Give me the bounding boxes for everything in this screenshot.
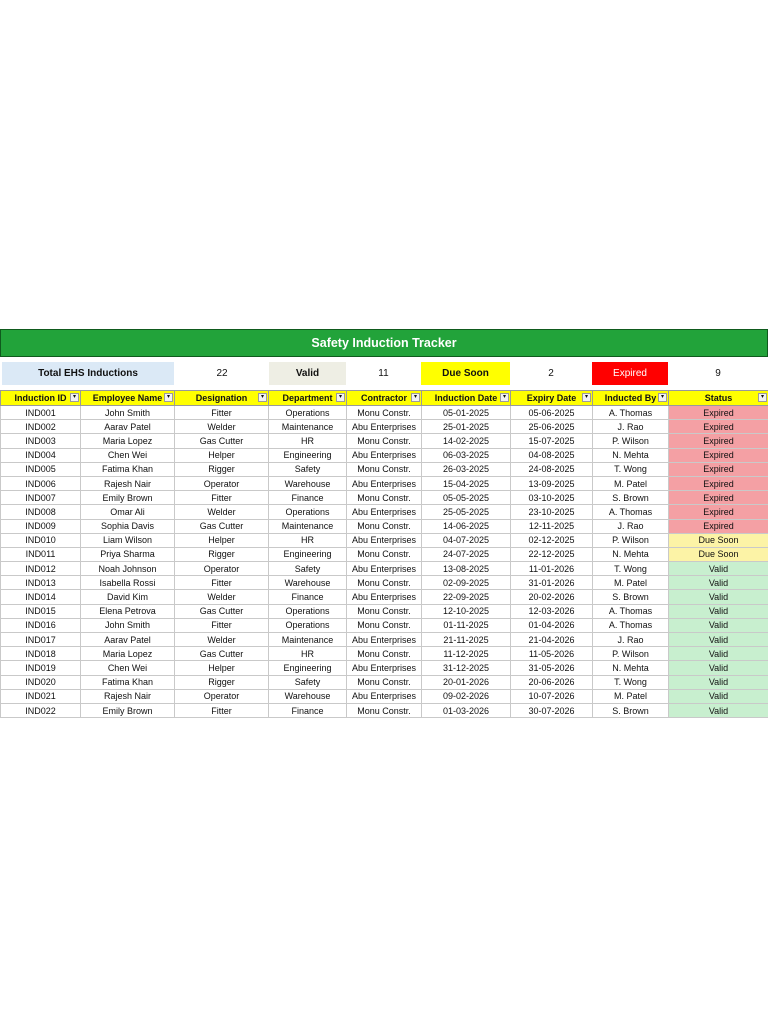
table-cell[interactable]: Monu Constr. [347,647,422,661]
table-cell[interactable]: P. Wilson [593,647,669,661]
table-cell[interactable]: Monu Constr. [347,491,422,505]
table-cell[interactable]: 03-10-2025 [511,491,593,505]
table-cell[interactable]: S. Brown [593,703,669,717]
table-cell[interactable]: 31-01-2026 [511,576,593,590]
table-cell[interactable]: M. Patel [593,576,669,590]
table-cell[interactable]: Abu Enterprises [347,505,422,519]
table-cell[interactable]: 05-06-2025 [511,406,593,420]
table-cell[interactable]: Fitter [175,406,269,420]
table-cell[interactable]: Emily Brown [81,491,175,505]
table-cell[interactable]: 21-11-2025 [422,633,511,647]
status-cell[interactable]: Valid [669,647,768,661]
table-cell[interactable]: IND012 [1,562,81,576]
table-cell[interactable]: Welder [175,420,269,434]
table-cell[interactable]: Operator [175,476,269,490]
table-cell[interactable]: IND004 [1,448,81,462]
table-cell[interactable]: 05-01-2025 [422,406,511,420]
table-cell[interactable]: 31-12-2025 [422,661,511,675]
filter-dropdown-icon[interactable]: ▾ [582,393,591,402]
table-cell[interactable]: Operations [269,406,347,420]
table-cell[interactable]: Maintenance [269,519,347,533]
table-cell[interactable]: 25-06-2025 [511,420,593,434]
table-cell[interactable]: Rigger [175,547,269,561]
column-header-label: Inducted By [604,393,657,403]
table-cell[interactable]: IND018 [1,647,81,661]
table-row [1,618,768,632]
table-cell[interactable]: Warehouse [269,689,347,703]
table-cell[interactable]: A. Thomas [593,618,669,632]
valid-value: 11 [378,368,389,379]
status-cell[interactable]: Expired [669,491,768,505]
table-cell[interactable]: Helper [175,448,269,462]
table-cell[interactable]: N. Mehta [593,448,669,462]
status-cell[interactable]: Valid [669,633,768,647]
filter-dropdown-icon[interactable]: ▾ [164,393,173,402]
column-header [593,391,669,406]
column-header-label: Status [704,393,733,403]
table-cell[interactable]: 22-09-2025 [422,590,511,604]
status-cell[interactable]: Valid [669,618,768,632]
table-cell[interactable]: Rajesh Nair [81,476,175,490]
table-cell[interactable]: IND002 [1,420,81,434]
table-cell[interactable]: IND005 [1,462,81,476]
table-cell[interactable]: IND007 [1,491,81,505]
table-cell[interactable]: Warehouse [269,576,347,590]
table-cell[interactable]: IND015 [1,604,81,618]
table-cell[interactable]: IND017 [1,633,81,647]
table-cell[interactable]: J. Rao [593,633,669,647]
column-header [347,391,422,406]
filter-dropdown-icon[interactable]: ▾ [336,393,345,402]
table-cell[interactable]: J. Rao [593,519,669,533]
table-cell[interactable]: IND021 [1,689,81,703]
table-cell[interactable]: 11-01-2026 [511,562,593,576]
table-cell[interactable]: Aarav Patel [81,420,175,434]
table-cell[interactable]: HR [269,533,347,547]
table-cell[interactable]: 12-11-2025 [511,519,593,533]
header-row [1,391,768,406]
table-cell[interactable]: P. Wilson [593,533,669,547]
table-cell[interactable]: Omar Ali [81,505,175,519]
table-row [1,576,768,590]
status-cell[interactable]: Valid [669,661,768,675]
table-cell[interactable]: HR [269,647,347,661]
table-row [1,434,768,448]
table-cell[interactable]: Finance [269,590,347,604]
table-row [1,491,768,505]
table-cell[interactable]: Abu Enterprises [347,562,422,576]
valid-label: Valid [269,362,346,385]
table-cell[interactable]: Abu Enterprises [347,590,422,604]
expired-label: Expired [592,362,668,385]
table-cell[interactable]: Gas Cutter [175,434,269,448]
status-cell[interactable]: Valid [669,675,768,689]
table-cell[interactable]: Finance [269,703,347,717]
status-cell[interactable]: Expired [669,462,768,476]
table-row [1,604,768,618]
table-cell[interactable]: 20-06-2026 [511,675,593,689]
table-row [1,590,768,604]
table-cell[interactable]: IND008 [1,505,81,519]
table-cell[interactable]: IND003 [1,434,81,448]
table-cell[interactable]: 14-06-2025 [422,519,511,533]
table-cell[interactable]: Rigger [175,462,269,476]
table-cell[interactable]: IND001 [1,406,81,420]
table-row [1,703,768,717]
column-header-label: Designation [195,393,248,403]
table-cell[interactable]: 21-04-2026 [511,633,593,647]
table-row [1,689,768,703]
filter-dropdown-icon[interactable]: ▾ [70,393,79,402]
table-cell[interactable]: T. Wong [593,562,669,576]
table-cell[interactable]: S. Brown [593,491,669,505]
table-cell[interactable]: 11-12-2025 [422,647,511,661]
table-cell[interactable]: Operations [269,505,347,519]
table-cell[interactable]: Fitter [175,491,269,505]
status-cell[interactable]: Valid [669,689,768,703]
table-cell[interactable]: Noah Johnson [81,562,175,576]
table-cell[interactable]: Priya Sharma [81,547,175,561]
column-header [175,391,269,406]
column-header-label: Employee Name [92,393,163,403]
status-cell[interactable]: Valid [669,703,768,717]
table-cell[interactable]: Operations [269,618,347,632]
total-inductions-value: 22 [216,368,228,379]
table-cell[interactable]: 11-05-2026 [511,647,593,661]
table-cell[interactable]: Operator [175,562,269,576]
column-header [422,391,511,406]
table-cell[interactable]: Maria Lopez [81,434,175,448]
table-cell[interactable]: 13-09-2025 [511,476,593,490]
table-cell[interactable]: Chen Wei [81,661,175,675]
table-cell[interactable]: Abu Enterprises [347,448,422,462]
table-row [1,675,768,689]
table-cell[interactable]: J. Rao [593,420,669,434]
status-cell[interactable]: Due Soon [669,533,768,547]
table-cell[interactable]: Abu Enterprises [347,689,422,703]
table-cell[interactable]: Abu Enterprises [347,533,422,547]
table-cell[interactable]: Isabella Rossi [81,576,175,590]
table-cell[interactable]: Abu Enterprises [347,633,422,647]
column-header [269,391,347,406]
table-cell[interactable]: Gas Cutter [175,604,269,618]
table-cell[interactable]: Monu Constr. [347,576,422,590]
table-row [1,406,768,420]
table-cell[interactable]: A. Thomas [593,505,669,519]
table-cell[interactable]: Safety [269,675,347,689]
table-cell[interactable]: 15-04-2025 [422,476,511,490]
table-row [1,547,768,561]
table-cell[interactable]: IND022 [1,703,81,717]
table-cell[interactable]: Warehouse [269,476,347,490]
status-cell[interactable]: Valid [669,590,768,604]
tracker-title: Safety Induction Tracker [0,329,768,357]
total-inductions-label: Total EHS Inductions [2,362,174,385]
table-cell[interactable]: Elena Petrova [81,604,175,618]
table-row [1,562,768,576]
table-row [1,462,768,476]
status-cell[interactable]: Valid [669,604,768,618]
table-cell[interactable]: Monu Constr. [347,675,422,689]
table-cell[interactable]: Abu Enterprises [347,420,422,434]
table-cell[interactable]: HR [269,434,347,448]
table-cell[interactable]: Fitter [175,576,269,590]
table-cell[interactable]: 20-02-2026 [511,590,593,604]
table-row [1,505,768,519]
column-header-label: Department [282,393,333,403]
table-cell[interactable]: 25-01-2025 [422,420,511,434]
status-cell[interactable]: Expired [669,448,768,462]
table-cell[interactable]: Gas Cutter [175,519,269,533]
table-cell[interactable]: Helper [175,661,269,675]
table-cell[interactable]: 06-03-2025 [422,448,511,462]
table-cell[interactable]: Welder [175,590,269,604]
table-row [1,661,768,675]
table-cell[interactable]: IND014 [1,590,81,604]
table-cell[interactable]: IND019 [1,661,81,675]
table-cell[interactable]: Monu Constr. [347,547,422,561]
table-cell[interactable]: M. Patel [593,689,669,703]
table-cell[interactable]: Maintenance [269,420,347,434]
table-cell[interactable]: 14-02-2025 [422,434,511,448]
table-cell[interactable]: Safety [269,462,347,476]
column-header-label: Induction ID [14,393,67,403]
table-cell[interactable]: Engineering [269,661,347,675]
table-cell[interactable]: 02-12-2025 [511,533,593,547]
table-cell[interactable]: IND009 [1,519,81,533]
column-header [1,391,81,406]
table-cell[interactable]: 10-07-2026 [511,689,593,703]
table-cell[interactable]: 24-07-2025 [422,547,511,561]
column-header-label: Expiry Date [526,393,577,403]
filter-dropdown-icon[interactable]: ▾ [258,393,267,402]
table-cell[interactable]: 02-09-2025 [422,576,511,590]
filter-dropdown-icon[interactable]: ▾ [500,393,509,402]
table-cell[interactable]: Rajesh Nair [81,689,175,703]
table-cell[interactable]: 31-05-2026 [511,661,593,675]
table-cell[interactable]: Monu Constr. [347,519,422,533]
due-soon-label: Due Soon [421,362,510,385]
table-cell[interactable]: Welder [175,633,269,647]
table-cell[interactable]: Fatima Khan [81,462,175,476]
status-cell[interactable]: Expired [669,519,768,533]
table-cell[interactable]: Aarav Patel [81,633,175,647]
table-cell[interactable]: 01-11-2025 [422,618,511,632]
column-header [511,391,593,406]
table-cell[interactable]: S. Brown [593,590,669,604]
filter-dropdown-icon[interactable]: ▾ [658,393,667,402]
due-soon-value: 2 [548,368,554,379]
table-row [1,633,768,647]
table-cell[interactable]: 04-07-2025 [422,533,511,547]
table-cell[interactable]: 12-10-2025 [422,604,511,618]
table-cell[interactable]: 09-02-2026 [422,689,511,703]
status-cell[interactable]: Valid [669,562,768,576]
table-cell[interactable]: Chen Wei [81,448,175,462]
table-cell[interactable]: Gas Cutter [175,647,269,661]
table-cell[interactable]: 22-12-2025 [511,547,593,561]
table-cell[interactable]: Emily Brown [81,703,175,717]
table-cell[interactable]: 01-03-2026 [422,703,511,717]
table-cell[interactable]: IND006 [1,476,81,490]
status-cell[interactable]: Expired [669,420,768,434]
status-cell[interactable]: Due Soon [669,547,768,561]
table-row [1,533,768,547]
filter-dropdown-icon[interactable]: ▾ [411,393,420,402]
table-cell[interactable]: M. Patel [593,476,669,490]
table-row [1,448,768,462]
table-cell[interactable]: Fitter [175,618,269,632]
status-cell[interactable]: Valid [669,576,768,590]
table-cell[interactable]: Monu Constr. [347,604,422,618]
table-row [1,476,768,490]
table-row [1,519,768,533]
status-cell[interactable]: Expired [669,476,768,490]
table-cell[interactable]: Monu Constr. [347,406,422,420]
table-cell[interactable]: A. Thomas [593,604,669,618]
table-cell[interactable]: 12-03-2026 [511,604,593,618]
table-cell[interactable]: Maria Lopez [81,647,175,661]
table-cell[interactable]: Monu Constr. [347,618,422,632]
table-cell[interactable]: Engineering [269,547,347,561]
table-cell[interactable]: Maintenance [269,633,347,647]
column-header-label: Contractor [360,393,407,403]
table-cell[interactable]: Finance [269,491,347,505]
table-cell[interactable]: John Smith [81,618,175,632]
table-cell[interactable]: 20-01-2026 [422,675,511,689]
table-cell[interactable]: T. Wong [593,462,669,476]
expired-value: 9 [715,368,721,379]
table-cell[interactable]: IND020 [1,675,81,689]
table-cell[interactable]: IND016 [1,618,81,632]
table-cell[interactable]: Operations [269,604,347,618]
table-cell[interactable]: Abu Enterprises [347,661,422,675]
table-cell[interactable]: Abu Enterprises [347,476,422,490]
status-cell[interactable]: Expired [669,406,768,420]
table-cell[interactable]: 15-07-2025 [511,434,593,448]
table-cell[interactable]: 13-08-2025 [422,562,511,576]
table-cell[interactable]: Fatima Khan [81,675,175,689]
table-cell[interactable]: Monu Constr. [347,462,422,476]
table-cell[interactable]: 01-04-2026 [511,618,593,632]
table-cell[interactable]: 24-08-2025 [511,462,593,476]
table-cell[interactable]: Fitter [175,703,269,717]
table-cell[interactable]: A. Thomas [593,406,669,420]
table-cell[interactable]: Monu Constr. [347,703,422,717]
column-header [81,391,175,406]
table-cell[interactable]: T. Wong [593,675,669,689]
table-cell[interactable]: David Kim [81,590,175,604]
table-cell[interactable]: Engineering [269,448,347,462]
table-cell[interactable]: Safety [269,562,347,576]
table-cell[interactable]: 30-07-2026 [511,703,593,717]
table-cell[interactable]: 04-08-2025 [511,448,593,462]
table-body [1,406,768,718]
filter-dropdown-icon[interactable]: ▾ [758,393,767,402]
table-cell[interactable]: 25-05-2025 [422,505,511,519]
table-cell[interactable]: John Smith [81,406,175,420]
column-header [669,391,768,406]
induction-table [0,390,768,718]
table-cell[interactable]: N. Mehta [593,661,669,675]
table-cell[interactable]: Welder [175,505,269,519]
table-cell[interactable]: N. Mehta [593,547,669,561]
table-cell[interactable]: IND011 [1,547,81,561]
table-row [1,647,768,661]
table-cell[interactable]: Sophia Davis [81,519,175,533]
table-cell[interactable]: IND013 [1,576,81,590]
table-cell[interactable]: IND010 [1,533,81,547]
table-cell[interactable]: Liam Wilson [81,533,175,547]
table-cell[interactable]: P. Wilson [593,434,669,448]
table-row [1,420,768,434]
status-cell[interactable]: Expired [669,434,768,448]
table-cell[interactable]: Monu Constr. [347,434,422,448]
table-cell[interactable]: Rigger [175,675,269,689]
status-cell[interactable]: Expired [669,505,768,519]
table-cell[interactable]: 26-03-2025 [422,462,511,476]
table-cell[interactable]: 05-05-2025 [422,491,511,505]
table-cell[interactable]: Helper [175,533,269,547]
table-cell[interactable]: Operator [175,689,269,703]
table-cell[interactable]: 23-10-2025 [511,505,593,519]
column-header-label: Induction Date [434,393,498,403]
summary-bar [0,357,768,390]
spreadsheet [0,329,768,718]
